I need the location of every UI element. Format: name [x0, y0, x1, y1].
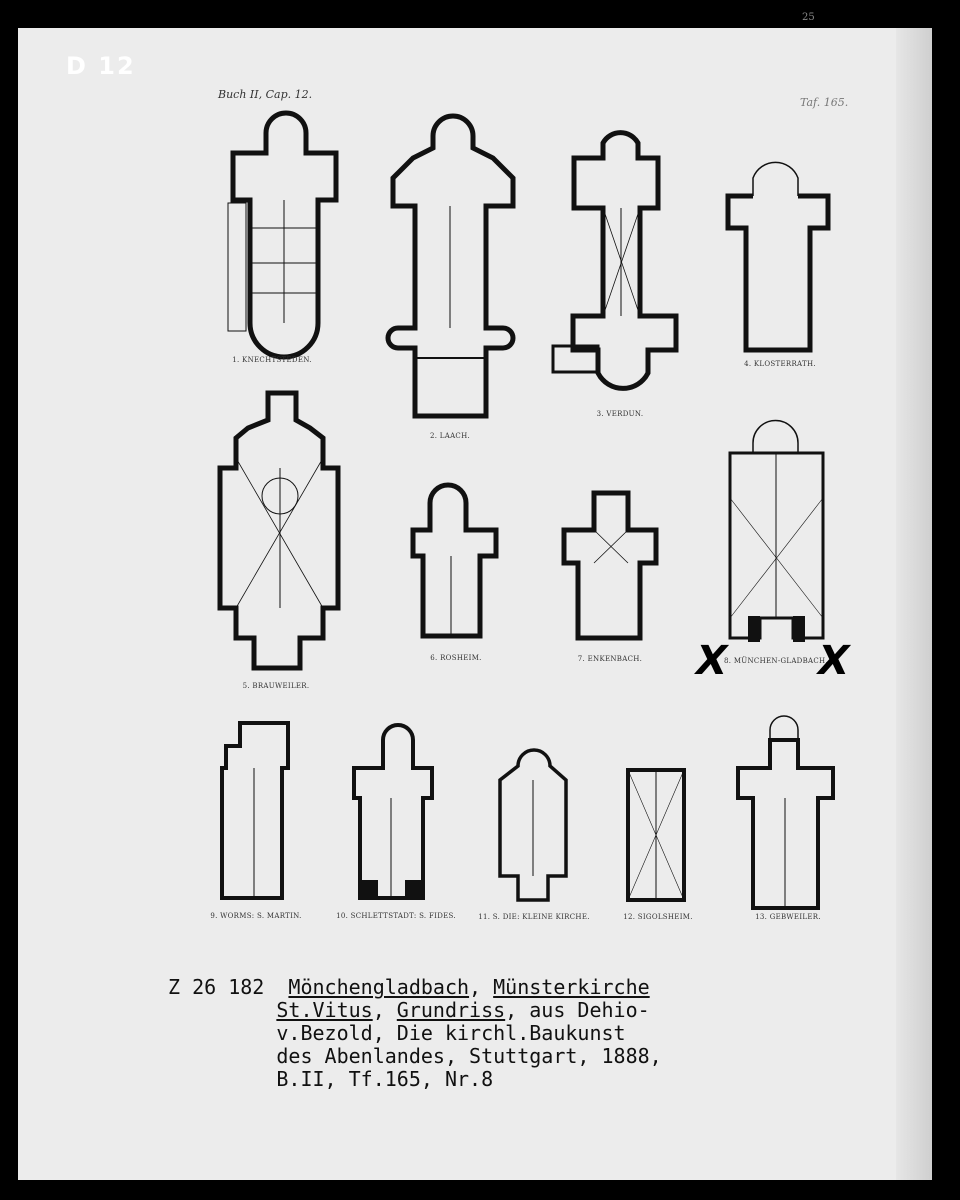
plate-header-left: Buch II, Cap. 12.: [218, 88, 313, 101]
plan-label-klosterrath: 4. KLOSTERRATH.: [744, 360, 816, 368]
plan-label-st-die: 11. S. DIE: KLEINE KIRCHE.: [478, 913, 590, 921]
plan-label-brauweiler: 5. BRAUWEILER.: [242, 682, 310, 690]
floor-plan-st-die-kleine-kirche: [500, 750, 566, 900]
floor-plan-schlettstadt-st-fides: [354, 725, 432, 898]
plan-label-worms: 9. WORMS: S. MARTIN.: [210, 912, 302, 920]
caption-church2: St.Vitus: [276, 998, 373, 1022]
floor-plan-laach: [388, 116, 513, 416]
floor-plan-verdun: [553, 133, 676, 389]
floor-plan-sigolsheim: [628, 770, 684, 900]
floor-plan-brauweiler: [220, 393, 338, 668]
caption-sep: ,: [469, 975, 482, 999]
floor-plan-rosheim: [413, 485, 496, 636]
caption-sep: ,: [372, 998, 385, 1022]
caption-source-4: B.II, Tf.165, Nr.8: [276, 1067, 494, 1091]
caption-source-3: des Abenlandes, Stuttgart, 1888,: [276, 1044, 662, 1068]
catalog-caption: [168, 976, 662, 1091]
x-mark-right: X: [813, 638, 854, 684]
floor-plan-gebweiler: [738, 716, 833, 908]
plate-header-right: Taf. 165.: [800, 96, 849, 109]
caption-id: Z 26 182: [168, 975, 265, 999]
caption-source-2: v.Bezold, Die kirchl.Baukunst: [276, 1021, 626, 1045]
plan-label-enkenbach: 7. ENKENBACH.: [577, 655, 643, 663]
floor-plan-klosterrath: [728, 162, 828, 350]
plan-label-knechtsteden: 1. KNECHTSTEDEN.: [232, 356, 312, 364]
floor-plan-muenchen-gladbach: [730, 421, 823, 643]
floor-plan-worms-st-martin: [222, 723, 288, 898]
floor-plan-knechtsteden: [228, 113, 336, 357]
corner-mark: 25: [802, 12, 815, 23]
index-card: [18, 12, 932, 1180]
plan-label-verdun: 3. VERDUN.: [596, 410, 644, 418]
floor-plan-enkenbach: [564, 493, 656, 638]
plan-label-schlettstadt: 10. SCHLETTSTADT: S. FIDES.: [336, 912, 456, 920]
plan-label-muenchen-gladbach: 8. MÜNCHEN-GLADBACH.: [724, 657, 828, 665]
plan-label-sigolsheim: 12. SIGOLSHEIM.: [623, 913, 693, 921]
x-mark-left: X: [691, 638, 732, 684]
caption-church: Münsterkirche: [493, 975, 650, 999]
caption-place: Mönchengladbach: [288, 975, 470, 999]
plan-label-rosheim: 6. ROSHEIM.: [430, 654, 482, 662]
caption-type: Grundriss: [396, 998, 506, 1022]
archive-mark: D 12: [66, 52, 136, 80]
plan-label-laach: 2. LAACH.: [429, 432, 471, 440]
caption-source-1: , aus Dehio-: [505, 998, 650, 1022]
plan-label-gebweiler: 13. GEBWEILER.: [755, 913, 821, 921]
